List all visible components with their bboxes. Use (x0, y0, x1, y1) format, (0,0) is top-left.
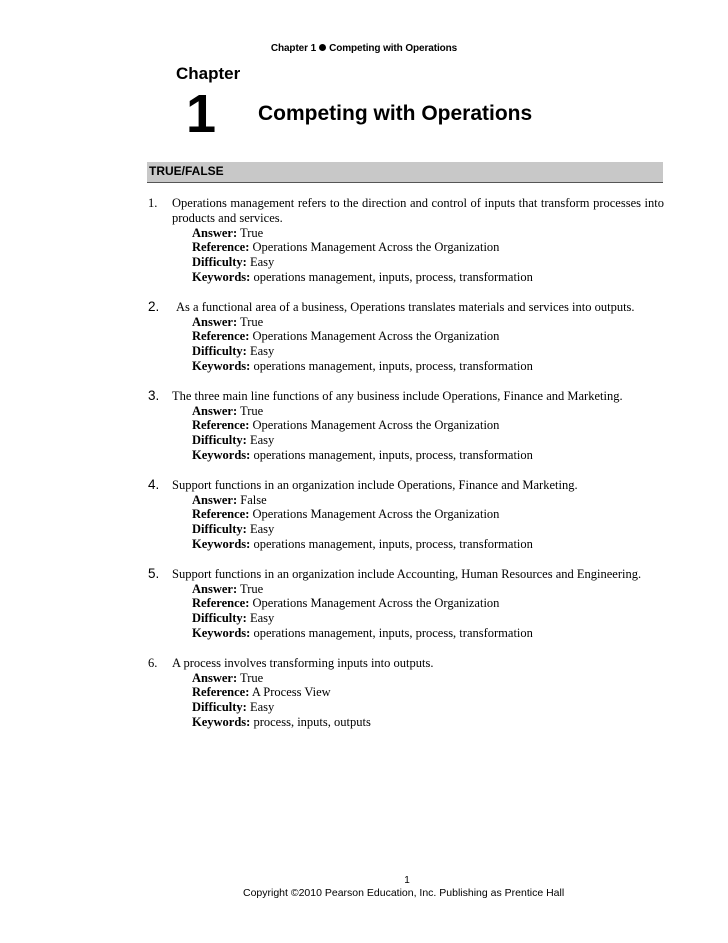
keywords-line (192, 626, 664, 641)
reference-label: Reference: (192, 507, 250, 522)
keywords-label: Keywords: (192, 358, 251, 373)
section-header (147, 162, 663, 183)
difficulty-value: Easy (249, 611, 275, 626)
keywords-line (192, 359, 664, 374)
answer-value: True (240, 314, 264, 329)
reference-line (192, 418, 664, 433)
answer-value: True (240, 225, 264, 240)
difficulty-line (192, 611, 664, 626)
running-head (0, 43, 728, 54)
answer-line (192, 226, 664, 241)
keywords-line (192, 715, 664, 730)
answer-line (192, 315, 664, 330)
keywords-line (192, 270, 664, 285)
answer-line (192, 582, 664, 597)
reference-line (192, 596, 664, 611)
answer-value: True (240, 403, 264, 418)
difficulty-line (192, 344, 664, 359)
reference-value: Operations Management Across the Organization (252, 596, 500, 611)
running-head-title: Competing with Operations (329, 43, 458, 54)
keywords-label: Keywords: (192, 447, 251, 462)
reference-value: Operations Management Across the Organization (252, 329, 500, 344)
difficulty-value: Easy (249, 255, 275, 270)
difficulty-label: Difficulty: (192, 522, 247, 537)
reference-value: A Process View (251, 685, 331, 700)
keywords-label: Keywords: (192, 536, 251, 551)
answer-value: False (240, 492, 267, 507)
question-number: 6. (148, 655, 158, 670)
difficulty-line (192, 255, 664, 270)
answer-label: Answer: (192, 581, 238, 596)
answer-value: True (240, 670, 264, 685)
keywords-value: operations management, inputs, process, transformation (253, 269, 533, 284)
difficulty-value: Easy (249, 700, 275, 715)
difficulty-label: Difficulty: (192, 344, 247, 359)
reference-value: Operations Management Across the Organization (252, 507, 500, 522)
question-item (148, 196, 664, 285)
difficulty-label: Difficulty: (192, 255, 247, 270)
reference-label: Reference: (192, 240, 250, 255)
difficulty-label: Difficulty: (192, 611, 247, 626)
question-item (148, 300, 664, 374)
question-list (148, 196, 664, 745)
reference-value: Operations Management Across the Organization (252, 240, 500, 255)
question-number: 1. (148, 196, 158, 210)
question-item (148, 567, 664, 641)
answer-line (192, 671, 664, 686)
running-head-chapter: Chapter 1 (270, 43, 317, 54)
answer-label: Answer: (192, 225, 238, 240)
keywords-label: Keywords: (192, 269, 251, 284)
copyright-notice: Copyright ©2010 Pearson Education, Inc. Publishing as Prentice Hall (243, 887, 565, 899)
keywords-value: operations management, inputs, process, transformation (253, 536, 533, 551)
question-text: Support functions in an organization include Accounting, Human Resources and Engineering. (172, 566, 642, 581)
difficulty-label: Difficulty: (192, 700, 247, 715)
reference-label: Reference: (192, 685, 250, 700)
difficulty-line (192, 522, 664, 537)
keywords-label: Keywords: (192, 625, 251, 640)
keywords-value: operations management, inputs, process, transformation (253, 625, 533, 640)
reference-line (192, 240, 664, 255)
page-number: 1 (404, 875, 410, 886)
question-item (148, 389, 664, 463)
question-number: 5. (148, 565, 160, 581)
difficulty-value: Easy (249, 522, 275, 537)
reference-line (192, 329, 664, 344)
difficulty-value: Easy (249, 433, 275, 448)
question-text: Operations management refers to the direction and control of inputs that transform processes into products and services. (172, 196, 664, 225)
keywords-value: process, inputs, outputs (253, 714, 371, 729)
question-number: 2. (148, 298, 160, 314)
reference-value: Operations Management Across the Organization (252, 418, 500, 433)
question-number: 3. (148, 387, 160, 403)
question-text: The three main line functions of any business include Operations, Finance and Marketing. (172, 388, 623, 403)
reference-label: Reference: (192, 418, 250, 433)
difficulty-line (192, 433, 664, 448)
question-text: Support functions in an organization include Operations, Finance and Marketing. (172, 477, 578, 492)
answer-label: Answer: (192, 492, 238, 507)
keywords-value: operations management, inputs, process, transformation (253, 358, 533, 373)
answer-label: Answer: (192, 314, 238, 329)
question-item (148, 656, 664, 730)
difficulty-value: Easy (249, 344, 275, 359)
reference-line (192, 685, 664, 700)
chapter-title: Competing with Operations (258, 102, 533, 125)
chapter-label: Chapter (176, 64, 241, 83)
question-item (148, 478, 664, 552)
difficulty-line (192, 700, 664, 715)
answer-value: True (240, 581, 264, 596)
keywords-line (192, 537, 664, 552)
chapter-number: 1 (186, 84, 217, 144)
bullet-icon (319, 44, 326, 51)
reference-line (192, 507, 664, 522)
keywords-line (192, 448, 664, 463)
keywords-value: operations management, inputs, process, transformation (253, 447, 533, 462)
section-title: TRUE/FALSE (149, 164, 224, 178)
keywords-label: Keywords: (192, 714, 251, 729)
reference-label: Reference: (192, 596, 250, 611)
answer-label: Answer: (192, 670, 238, 685)
question-text: A process involves transforming inputs into outputs. (172, 655, 434, 670)
answer-line (192, 404, 664, 419)
answer-label: Answer: (192, 403, 238, 418)
question-text: As a functional area of a business, Operations translates materials and services into outputs. (176, 299, 635, 314)
difficulty-label: Difficulty: (192, 433, 247, 448)
reference-label: Reference: (192, 329, 250, 344)
answer-line (192, 493, 664, 508)
question-number: 4. (148, 476, 160, 492)
